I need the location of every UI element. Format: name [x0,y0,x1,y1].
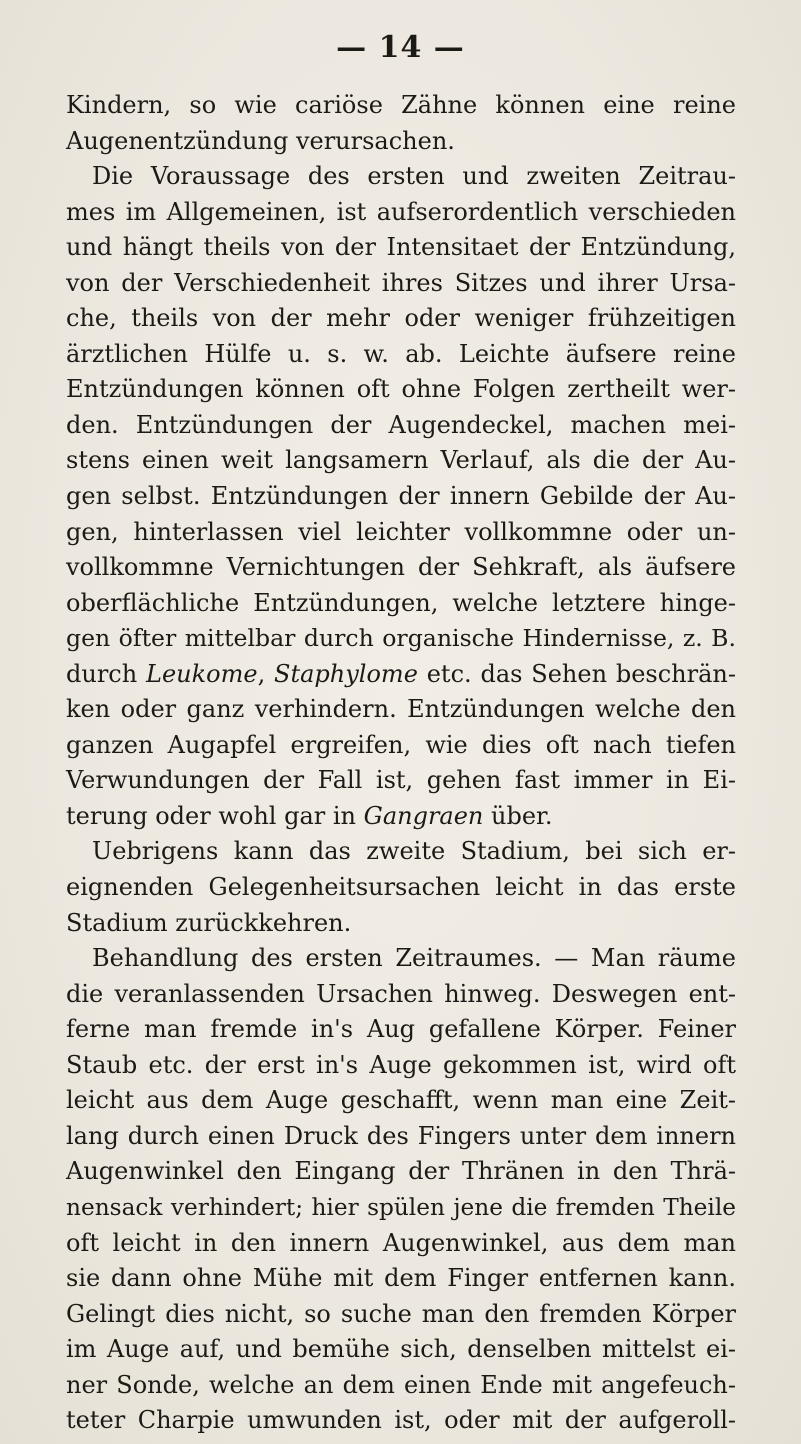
italic-term: Gangraen [363,801,484,830]
text-line: ärztlichen Hülfe u. s. w. ab. Leichte äufsere reine [66,339,736,368]
text-line: che, theils von der mehr oder weniger frühzeitigen [66,304,736,333]
text-line: Augenentzündung verursachen. [66,126,455,155]
text-line: Behandlung des ersten Zeitraumes. — Man räume [92,944,736,973]
text-line: oft leicht in den innern Augenwinkel, aus dem man [66,1228,736,1257]
text-line: Kindern, so wie cariöse Zähne können eine reine [66,91,736,119]
text-line: nensack verhindert; hier spülen jene die fremden Theile [66,1193,736,1221]
text-run: über. [483,801,553,830]
text-line: gen öfter mittelbar durch organische Hindernisse, z. B. [66,624,736,653]
text-line: im Auge auf, und bemühe sich, denselben mittelst ei- [66,1335,736,1364]
text-line: mes im Allgemeinen, ist aufserordentlich verschieden [66,197,736,226]
text-line: Die Voraussage des ersten und zweiten Zeitrau- [92,162,736,191]
text-line: ganzen Augapfel ergreifen, wie dies oft nach tiefen [66,730,736,759]
text-line: eignenden Gelegenheitsursachen leicht in das erste [66,873,736,902]
text-line: vollkommne Vernichtungen der Sehkraft, als äufsere [66,553,736,582]
text-line: Staub etc. der erst in's Auge gekommen ist, wird oft [66,1050,736,1079]
text-line: leicht aus dem Auge geschafft, wenn man eine Zeit- [66,1086,736,1115]
body-text [66,88,736,1439]
text-line: stens einen weit langsamern Verlauf, als die der Au- [66,446,736,475]
text-line: ner Sonde, welche an dem einen Ende mit angefeuch- [66,1370,736,1399]
text-line: Stadium zurückkehren. [66,908,352,937]
text-line: sie dann ohne Mühe mit dem Finger entfernen kann. [66,1264,736,1293]
text-line: teter Charpie umwunden ist, oder mit der aufgeroll- [66,1406,736,1435]
text-run: , [257,659,275,688]
text-line: Gelingt dies nicht, so suche man den fremden Körper [66,1299,736,1328]
italic-term: Staphylome [274,659,418,688]
text-run: terung oder wohl gar in [66,801,364,830]
text-line: den. Entzündungen der Augendeckel, machen mei- [66,410,736,439]
text-line: Uebrigens kann das zweite Stadium, bei sich er- [92,837,736,866]
text-line: Verwundungen der Fall ist, gehen fast immer in Ei- [66,766,736,795]
text-line-with-italics [66,799,736,835]
text-line: von der Verschiedenheit ihres Sitzes und ihrer Ursa- [66,268,736,297]
text-line: lang durch einen Druck des Fingers unter dem innern [66,1121,736,1150]
text-line: oberflächliche Entzündungen, welche letztere hinge- [66,588,736,617]
text-line-with-italics [66,657,736,693]
text-line: Augenwinkel den Eingang der Thränen in den Thrä- [66,1157,736,1186]
text-line: Entzündungen können oft ohne Folgen zertheilt wer- [66,375,736,404]
text-line: gen selbst. Entzündungen der innern Gebilde der Au- [66,482,736,511]
text-run: durch [66,659,147,688]
text-line: ken oder ganz verhindern. Entzündungen welche den [66,695,736,724]
text-run: etc. das Sehen beschrän- [417,659,736,688]
page-number: — 14 — [336,30,465,65]
text-line: die veranlassenden Ursachen hinweg. Deswegen ent- [66,979,736,1008]
italic-term: Leukome [146,659,258,688]
text-line: gen, hinterlassen viel leichter vollkommne oder un- [66,517,736,546]
text-line: und hängt theils von der Intensitaet der Entzündung, [66,233,736,262]
text-line: ferne man fremde in's Aug gefallene Körper. Feiner [66,1015,736,1044]
